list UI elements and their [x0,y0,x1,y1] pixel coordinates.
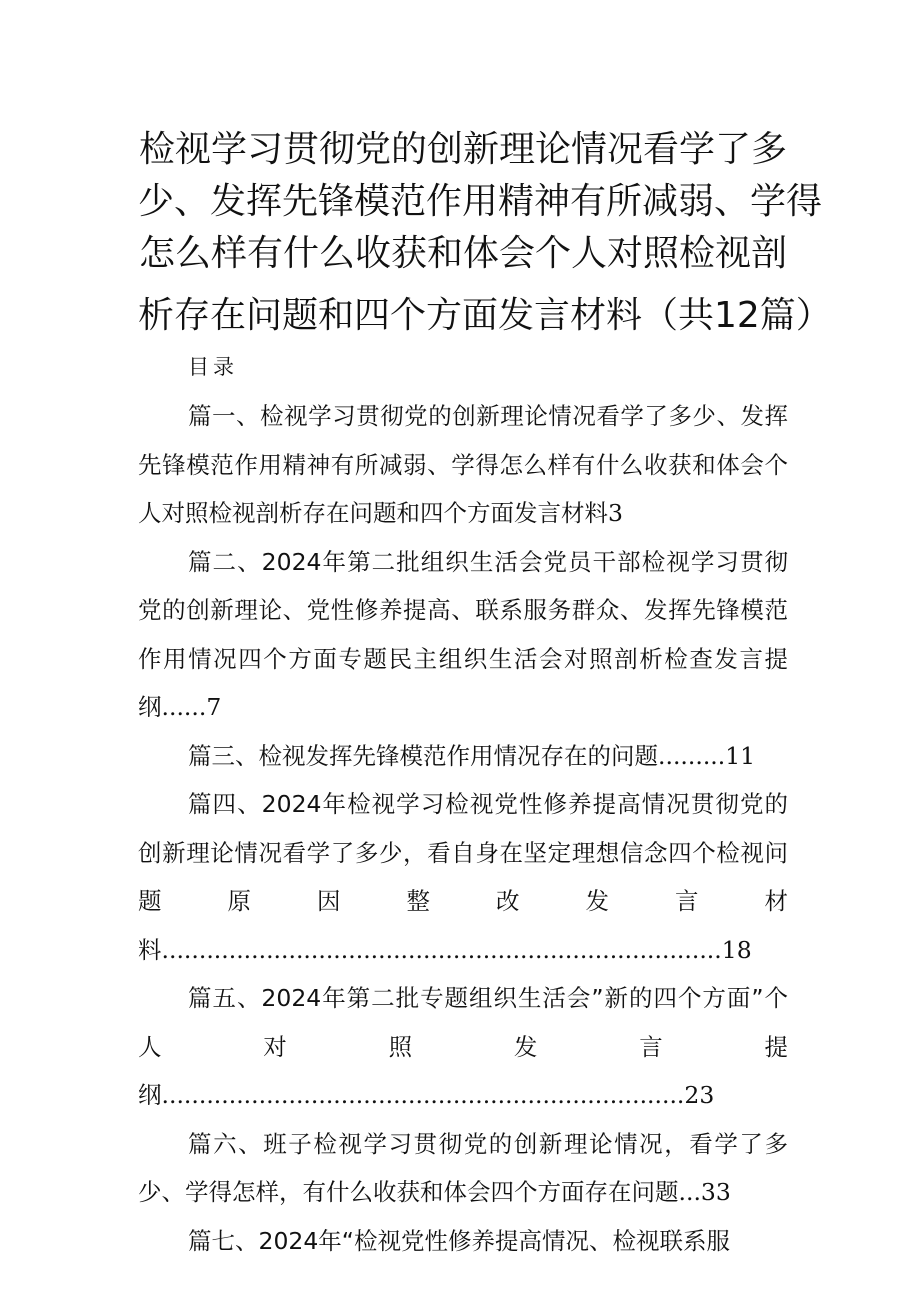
title-line: 析存在问题和四个方面发言材料（共12篇） [138,295,832,336]
toc-entry-page: 7 [206,693,222,721]
toc-entry-1[interactable] [138,392,788,538]
title-line: 检视学习贯彻党的创新理论情况看学了多 [138,129,787,170]
toc-entry-2[interactable] [138,538,788,732]
toc-entry-page: 33 [700,1178,731,1206]
title-line: 少、发挥先锋模范作用精神有所减弱、学得 [138,181,823,222]
toc-entry-3[interactable] [138,732,788,781]
toc-entry-text: 篇一、检视学习贯彻党的创新理论情况看学了多少、发挥先锋模范作用精神有所减弱、学得怎么样有什么收获和体会个人对照检视剖析存在问题和四个方面发言材料 [138,402,788,527]
toc-entry-text: 篇二、2024年第二批组织生活会党员干部检视学习贯彻党的创新理论、党性修养提高、联系服务群众、发挥先锋模范作用情况四个方面专题民主组织生活会对照剖析检查发言提纲 [138,547,788,721]
toc-entry-leader: ........................................................................... [161,935,722,964]
toc-entry-page: 11 [725,741,756,770]
toc-heading: 目录 [188,355,238,379]
toc-entry-text: 篇三、检视发挥先锋模范作用情况存在的问题 [188,741,658,770]
table-of-contents [138,392,788,1265]
toc-entry-6[interactable] [138,1120,788,1217]
toc-entry-leader: ......... [658,741,726,770]
toc-entry-page: 23 [684,1081,715,1109]
toc-entry-text: 篇七、2024年“检视党性修养提高情况、检视联系服 [188,1226,730,1255]
title-line: 怎么样有什么收获和体会个人对照检视剖 [138,233,787,274]
toc-entry-text: 篇四、2024年检视学习检视党性修养提高情况贯彻党的创新理论情况看学了多少，看自身在坚定理想信念四个检视问题原因整改发言材料 [138,790,788,964]
toc-entry-leader: ...... [161,693,207,721]
toc-entry-4[interactable] [138,780,788,974]
toc-entry-text: 篇五、2024年第二批专题组织生活会”新的四个方面”个人对照发言提纲 [138,984,788,1109]
toc-entry-page: 3 [608,499,623,527]
toc-entry-5[interactable] [138,974,788,1120]
toc-entry-text: 篇六、班子检视学习贯彻党的创新理论情况，看学了多少、学得怎样，有什么收获和体会四个方面存在问题 [138,1129,788,1206]
document-title [138,124,832,342]
toc-entry-page: 18 [721,935,752,964]
toc-entry-leader: ... [678,1178,701,1206]
toc-entry-7[interactable] [138,1217,788,1266]
toc-entry-leader: ...................................................................... [161,1081,685,1109]
